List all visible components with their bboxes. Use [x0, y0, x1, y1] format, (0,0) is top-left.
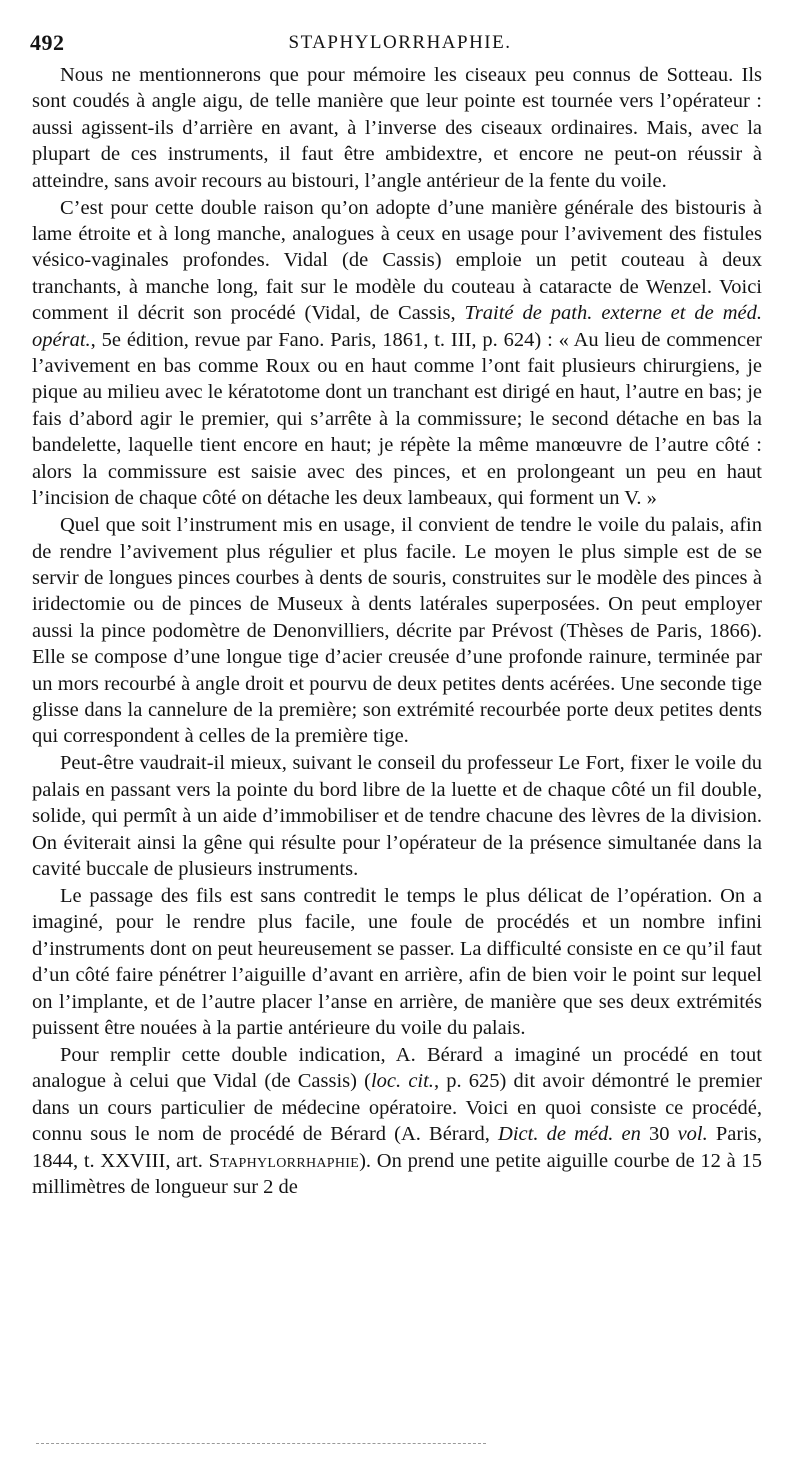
text-segment: , p. 625) dit avoir démontré le premier dans un cours particulier de médecine opératoire. Voici en quoi consiste ce procédé, connu sous le nom de procédé de Bérard (A. Bérard, [32, 1070, 762, 1146]
text-segment: Nous ne mentionnerons que pour mémoire les ciseaux peu connus de Sotteau. Ils sont coudés à angle aigu, de telle manière que leur pointe est tournée vers l’opérateur : aussi agissent-ils d’arrière en avant, à l’inverse des ciseaux ordinaires. Mais, avec la plupart de ces instruments, il faut être ambidextre, et encore ne peut-on réussir à atteindre, sans avoir recours au bistouri, l’angle antérieur de la fente du voile. [32, 64, 762, 192]
paragraph-p2 [32, 195, 762, 512]
paragraph-p3 [32, 512, 762, 750]
paragraph-p5 [32, 883, 762, 1041]
page-number: 492 [30, 30, 65, 55]
text-segment: loc. cit. [370, 1070, 434, 1093]
text-segment: Dict. de méd. en [498, 1123, 641, 1146]
paragraph-p6 [32, 1042, 762, 1200]
footer-dashed-rule [36, 1443, 486, 1444]
paragraph-p4 [32, 750, 762, 882]
paragraph-p1 [32, 62, 762, 194]
text-segment: Pour remplir cette double indication, A. Bérard a imaginé un procédé en tout analogue à celui que Vidal (de Cassis) ( [32, 1044, 762, 1093]
text-segment: Peut-être vaudrait-il mieux, suivant le conseil du professeur Le Fort, fixer le voile du palais en passant vers la pointe du bord libre de la luette et de chaque côté un fil double, solide, qui permît à un aide d’immobiliser et de tendre chacune des lèvres de la division. On éviterait ainsi la gêne qui résulte pour l’opérateur de la présence simultanée dans la cavité buccale de plusieurs instruments. [32, 752, 762, 880]
text-segment: Traité de path. externe et de méd. opérat. [32, 302, 762, 351]
text-segment: ). On prend une petite aiguille courbe de 12 à 15 millimètres de longueur sur 2 de [32, 1149, 762, 1199]
text-segment: Staphylorrhaphie [208, 1149, 360, 1172]
text-segment: Quel que soit l’instrument mis en usage, il convient de tendre le voile du palais, afin de rendre l’avivement plus régulier et plus facile. Le moyen le plus simple est de se servir de longues pinces courbes à dents de souris, construites sur le modèle des pinces à iridectomie ou de pinces de Museux à dents latérales superposées. On peut employer aussi la pince podomètre de Denonvilliers, décrite par Prévost (Thèses de Paris, 1866). Elle se compose d’une longue tige d’acier creusée d’une profonde rainure, terminée par un mors recourbé à angle droit et pourvu de deux petites dents acérées. Une seconde tige glisse dans la cannelure de la première; son extrémité recourbée porte deux petites dents qui correspondent à celles de la première tige. [32, 514, 762, 748]
text-segment: C’est pour cette double raison qu’on adopte d’une manière générale des bistouris à lame étroite et à long manche, analogues à ceux en usage pour l’avivement des fistules vésico-vaginales profondes. Vidal (de Cassis) emploie un petit couteau à deux tranchants, à manche long, fait sur le modèle du couteau à cataracte de Wenzel. Voici comment il décrit son procédé (Vidal, de Cassis, [32, 196, 762, 325]
text-segment: vol. [677, 1123, 708, 1146]
running-title: STAPHYLORRHAPHIE. [288, 32, 512, 53]
page-header [30, 30, 770, 60]
body-text [32, 62, 762, 1200]
text-segment: 30 [640, 1123, 678, 1146]
text-segment: , 5e édition, revue par Fano. Paris, 1861, t. III, p. 624) : « Au lieu de commencer l’avivement en bas comme Roux ou en haut comme l’ont fait plusieurs chirurgiens, je pique au milieu avec le kératotome dont un tranchant est dirigé en haut, l’autre en bas; je fais d’abord agir le premier, qui s’arrête à la commissure; le second détache en bas la bandelette, laquelle tient encore en haut; je répète la même manœuvre de l’autre côté : alors la commissure est saisie avec des pinces, et en prolongeant un peu en haut l’incision de chaque côté on détache les deux lambeaux, qui forment un V. » [32, 328, 762, 510]
text-segment: Le passage des fils est sans contredit le temps le plus délicat de l’opération. On a imaginé, pour le rendre plus facile, une foule de procédés et un nombre infini d’instruments dont on peut heureusement se passer. La difficulté consiste en ce qu’il faut d’un côté faire pénétrer l’aiguille d’avant en arrière, afin de bien voir le point sur lequel on l’implante, et de l’autre placer l’anse en arrière, de manière que ses deux extrémités puissent être nouées à la partie antérieure du voile du palais. [32, 884, 762, 1039]
text-segment: Paris, 1844, t. XXVIII, art. [32, 1123, 762, 1172]
